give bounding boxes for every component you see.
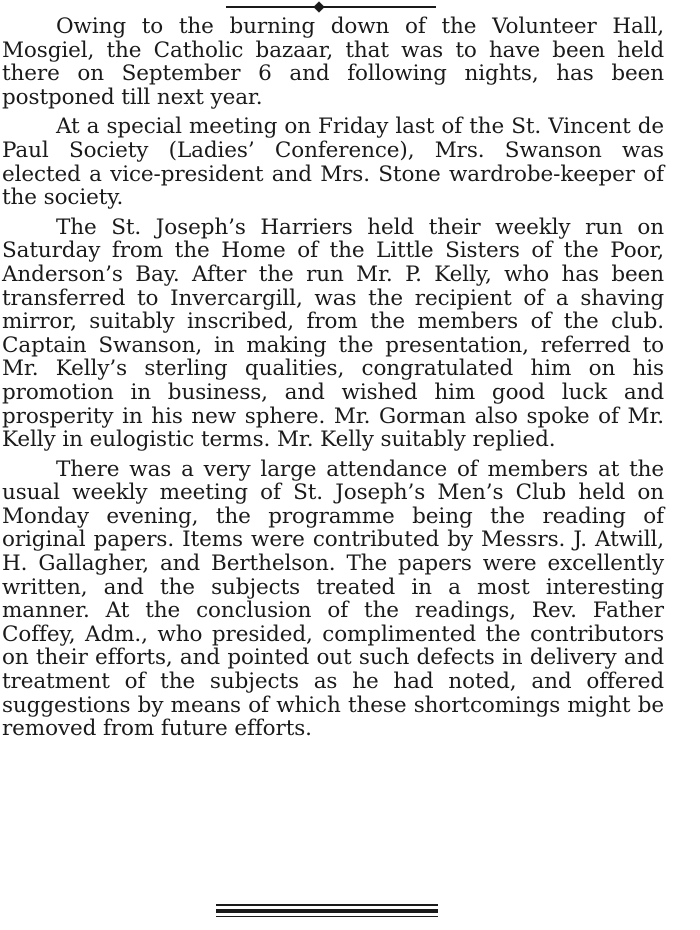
paragraph-vincent-de-paul-meeting: At a special meeting on Friday last of the St. Vincent de Paul Society (Ladies’ Conference), Mrs. Swanson was elected a vice-president and Mrs. Stone wardrobe-keeper of the society.: [2, 114, 664, 211]
paragraph-bazaar-postponed: Owing to the burning down of the Volunteer Hall, Mosgiel, the Catholic bazaar, that was to have been held there on September 6 and following nights, has been postponed till next year.: [2, 14, 664, 110]
bottom-divider-rule-thin: [216, 904, 438, 906]
bottom-divider-rule-thick: [216, 909, 438, 913]
paragraph-mens-club-meeting: There was a very large attendance of members at the usual weekly meeting of St. Joseph’s Men’s Club held on Monday evening, the programme being the reading of original papers. Items were contributed by Messrs. J. Atwill, H. Gallagher, and Berthelson. The papers were excellently written, and the subjects treated in a most interesting manner. At the conclusion of the readings, Rev. Father Coffey, Adm., who presided, complimented the contributors on their efforts, and pointed out such defects in delivery and treatment of the subjects as he had noted, and offered suggestions by means of which these shortcomings might be removed from future efforts.: [2, 456, 664, 742]
bottom-divider-rule-hairline: [216, 916, 438, 917]
article-body: [2, 15, 664, 747]
top-divider-ornament: [313, 1, 324, 12]
top-divider-rule: [226, 6, 436, 8]
paragraph-harriers-run: The St. Joseph’s Harriers held their weekly run on Saturday from the Home of the Little Sisters of the Poor, Anderson’s Bay. After the run Mr. P. Kelly, who has been transferred to Invercargill, was the recipient of a shaving mirror, suitably inscribed, from the members of the club. Captain Swanson, in making the presentation, referred to Mr. Kelly’s sterling qualities, congratulated him on his promotion in business, and wished him good luck and prosperity in his new sphere. Mr. Gorman also spoke of Mr. Kelly in eulogistic terms. Mr. Kelly suitably replied.: [2, 214, 664, 453]
